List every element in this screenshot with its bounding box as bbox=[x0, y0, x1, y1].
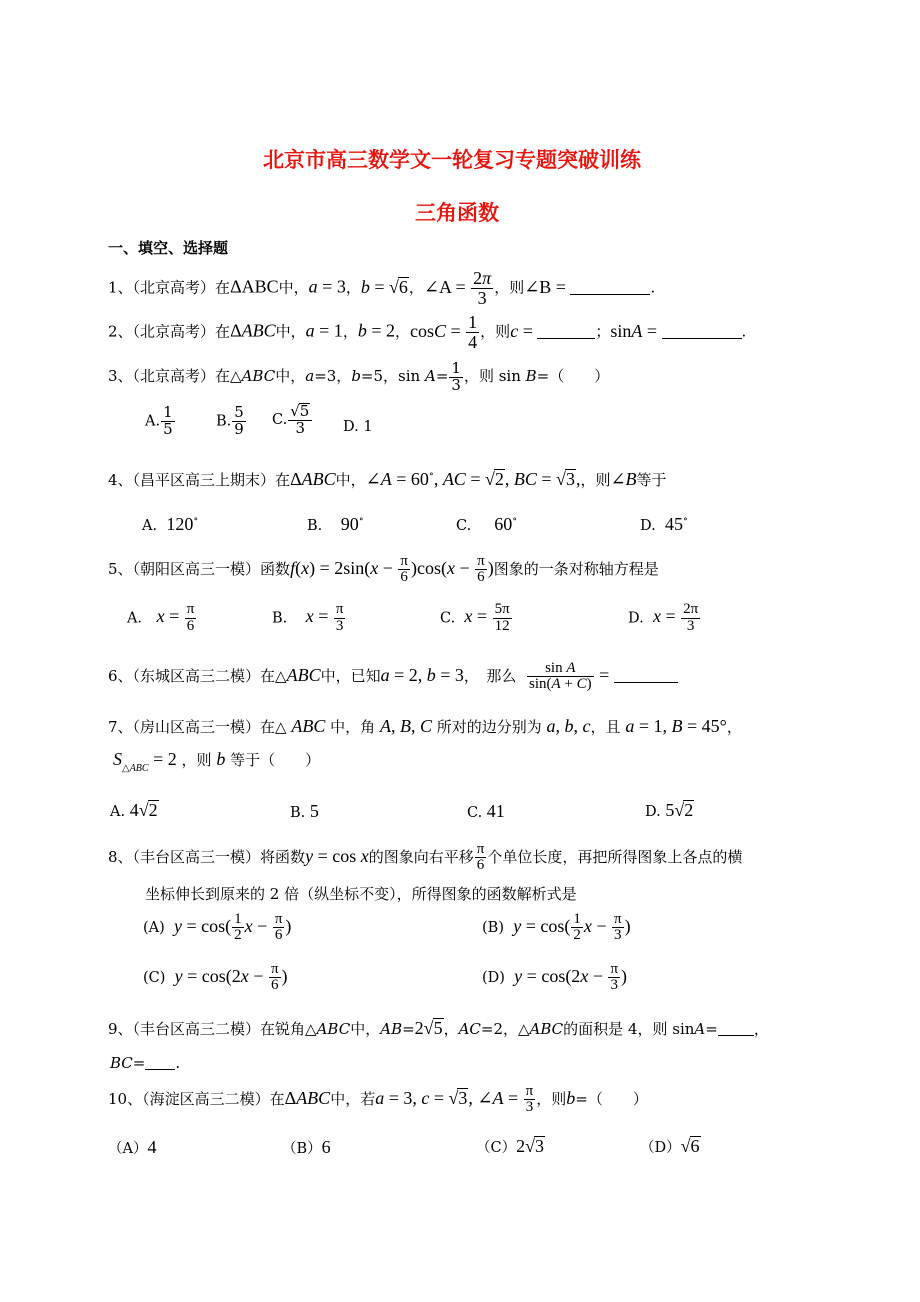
question-9-line-2: BC= . bbox=[110, 1054, 181, 1072]
question-9: 9、（丰台区高三二模）在锐角△ABC中，AB=2√5，AC=2，△ABC的面积是 4，则 sinA= ， bbox=[108, 1018, 769, 1038]
q10-option-c[interactable]: （C）2√3 bbox=[476, 1136, 544, 1156]
question-2: 2、（北京高考）在ΔABC中，a = 1，b = 2，cosC = $\frac{1}{4}$ ，则c = ；sinA = . bbox=[108, 312, 747, 352]
q5-option-b[interactable]: B. x = $\frac{\pi}{3}$ bbox=[272, 601, 344, 634]
question-3: 3、（北京高考）在△ABC中，a=3，b=5，sin A= $\frac{1}{3}$ ，则 sin B=（ ） bbox=[108, 358, 610, 394]
q4-option-b[interactable]: B. 90∘ bbox=[307, 514, 364, 534]
q8-option-c[interactable]: (C) y = cos(2x − $\frac{\pi}{6}$ ) bbox=[143, 960, 288, 994]
question-8-line-2: 坐标伸长到原来的 2 倍（纵坐标不变），所得图象的函数解析式是 bbox=[145, 885, 577, 903]
page-subtitle: 三角函数 bbox=[415, 201, 499, 225]
q10-option-d[interactable]: （D）√6 bbox=[640, 1136, 700, 1156]
q7-option-b[interactable]: B. 5 bbox=[290, 801, 319, 821]
q3-option-c[interactable]: C. $\frac{√5}{3}$ bbox=[272, 403, 313, 437]
q8-option-b[interactable]: (B) y = cos( $\frac{1}{2}$ x − $\frac{\pi}{3}$ ) bbox=[482, 910, 631, 944]
q8-option-a[interactable]: (A) y = cos( $\frac{1}{2}$ x − $\frac{\pi}{6}$ ) bbox=[143, 910, 292, 944]
q7-option-c[interactable]: C. 41 bbox=[467, 801, 505, 821]
question-1: 1、（北京高考）在ΔABC中，a = 3，b = √6，∠A = $\frac{2\pi}{3}$ ，则∠B = . bbox=[108, 268, 656, 308]
question-4: 4、（昌平区高三上期末）在ΔABC中，∠A = 60∘, AC = √2, BC = √3,，则∠B等于 bbox=[108, 469, 667, 489]
q7-option-a[interactable]: A. 4√2 bbox=[110, 800, 158, 820]
q4-option-c[interactable]: C. 60∘ bbox=[456, 514, 518, 534]
q10-option-a[interactable]: （A）4 bbox=[108, 1137, 157, 1157]
q5-option-c[interactable]: C. x = $\frac{5\pi}{12}$ bbox=[440, 601, 510, 634]
question-8: 8、（丰台区高三一模）将函数y = cos x的图象向右平移 $\frac{\pi}{6}$ 个单位长度，再把所得图象上各点的横 bbox=[108, 840, 743, 874]
question-7: 7、（房山区高三一模）在△ ABC 中，角 A, B, C 所对的边分别为 a, b, c，且 a = 1, B = 45°， bbox=[108, 716, 742, 736]
q8-option-d[interactable]: (D) y = cos(2x − $\frac{\pi}{3}$ ) bbox=[482, 960, 628, 994]
page-title: 北京市高三数学文一轮复习专题突破训练 bbox=[263, 148, 641, 172]
question-7-line-2: $S_{\triangle ABC} = 2$ ，则 b 等于（ ） bbox=[113, 749, 321, 774]
q7-option-d[interactable]: D. 5√2 bbox=[645, 800, 694, 820]
section-heading: 一、填空、选择题 bbox=[108, 239, 229, 257]
q5-option-a[interactable]: A． x = $\frac{\pi}{6}$ bbox=[127, 601, 195, 634]
q4-option-a[interactable]: A. 120∘ bbox=[142, 514, 199, 534]
q5-option-d[interactable]: D. x = $\frac{2\pi}{3}$ bbox=[628, 601, 699, 634]
question-5: 5、（朝阳区高三一模）函数f(x) = 2sin(x − $\frac{\pi}{6}$ )cos(x − $\frac{\pi}{6}$ )图象的一条对称轴方程是 bbox=[108, 552, 659, 586]
question-10: 10、（海淀区高三二模）在ΔABC中，若a = 3, c = √3, ∠A = $\frac{\pi}{3}$ ，则b=（ ） bbox=[108, 1082, 648, 1116]
q3-option-b[interactable]: B. $\frac{5}{9}$ bbox=[216, 403, 244, 438]
q3-option-d[interactable]: D. 1 bbox=[343, 419, 373, 435]
q4-option-d[interactable]: D. 45∘ bbox=[640, 514, 688, 534]
question-6: 6、（东城区高三二模）在△ABC中，已知a = 2, b = 3， 那么 $\frac{\text{sin A}}{\sin(A + C)}$ = bbox=[108, 657, 678, 694]
q3-option-a[interactable]: A. $\frac{1}{5}$ bbox=[145, 403, 173, 438]
q10-option-b[interactable]: （B）6 bbox=[282, 1137, 331, 1157]
